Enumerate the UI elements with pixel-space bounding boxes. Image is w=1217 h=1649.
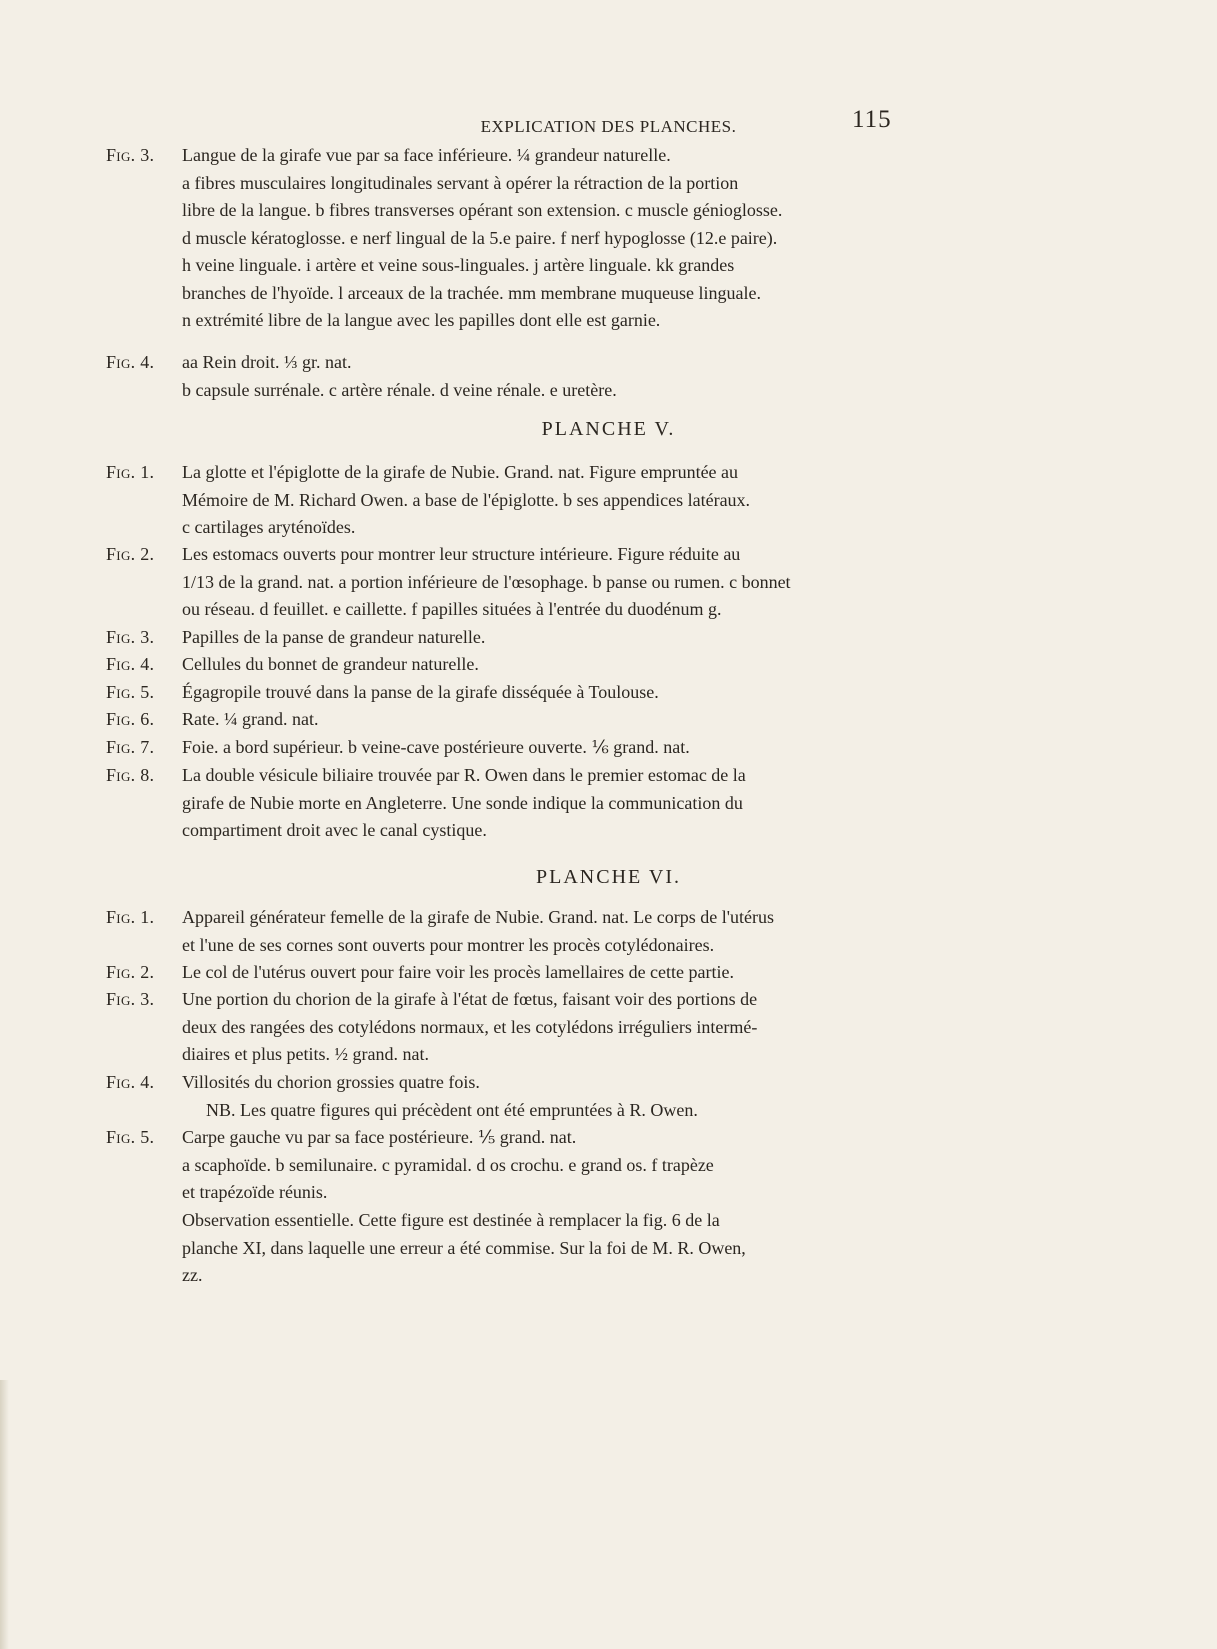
- text-line: planche XI, dans laquelle une erreur a été commise. Sur la foi de M. R. Owen,: [182, 1237, 746, 1258]
- text-line: Mémoire de M. Richard Owen. a base de l'épiglotte. b ses appendices latéraux.: [182, 489, 751, 510]
- text-line: Appareil générateur femelle de la girafe de Nubie. Grand. nat. Le corps de l'utérus: [182, 907, 774, 927]
- text-line: zz.: [182, 1265, 203, 1285]
- fig-label: Fig. 4.: [106, 1072, 155, 1092]
- text-line: Papilles de la panse de grandeur naturelle.: [182, 627, 486, 647]
- fig-label: Fig. 4.: [106, 352, 155, 372]
- text-line: et l'une de ses cornes sont ouverts pour montrer les procès cotylédonaires.: [182, 934, 715, 955]
- page-edge-shadow: [0, 1380, 9, 1649]
- fig-label: Fig. 5.: [106, 682, 155, 702]
- text-line: aa Rein droit. ⅓ gr. nat.: [182, 352, 352, 372]
- fig-label: Fig. 2.: [106, 962, 155, 982]
- text-line: Langue de la girafe vue par sa face inférieure. ¼ grandeur naturelle.: [182, 145, 671, 165]
- fig-label: Fig. 8.: [106, 765, 155, 785]
- text-line: ou réseau. d feuillet. e caillette. f papilles situées à l'entrée du duodénum g.: [182, 599, 722, 619]
- text-line: deux des rangées des cotylédons normaux, et les cotylédons irréguliers intermé-: [182, 1016, 758, 1037]
- fig-4-entry: [106, 349, 906, 404]
- text-line: a fibres musculaires longitudinales servant à opérer la rétraction de la portion: [182, 172, 739, 193]
- text-line: Cellules du bonnet de grandeur naturelle.: [182, 654, 479, 674]
- text-line: Carpe gauche vu par sa face postérieure. ⅕ grand. nat.: [182, 1127, 577, 1147]
- pl5-fig-1: [106, 459, 906, 542]
- text-line: 1/13 de la grand. nat. a portion inférieure de l'œsophage. b panse ou rumen. c bonnet: [182, 571, 791, 592]
- planche-v-heading: PLANCHE V.: [541, 418, 676, 440]
- fig-label: Fig. 1.: [106, 462, 155, 482]
- pl5-fig-2: [106, 541, 906, 624]
- running-head: EXPLICATION DES PLANCHES.: [480, 117, 737, 136]
- text-line: Les estomacs ouverts pour montrer leur structure intérieure. Figure réduite au: [182, 544, 741, 564]
- text-line: compartiment droit avec le canal cystique.: [182, 820, 487, 840]
- text-line: Rate. ¼ grand. nat.: [182, 709, 319, 729]
- text-line: a scaphoïde. b semilunaire. c pyramidal. d os crochu. e grand os. f trapèze: [182, 1154, 714, 1175]
- fig-label: Fig. 5.: [106, 1127, 155, 1147]
- text-line: b capsule surrénale. c artère rénale. d veine rénale. e uretère.: [182, 379, 617, 400]
- text-line: Foie. a bord supérieur. b veine-cave postérieure ouverte. ⅙ grand. nat.: [182, 737, 690, 757]
- pl5-fig-7: [106, 734, 906, 762]
- text-line: libre de la langue. b fibres transverses opérant son extension. c muscle génioglosse.: [182, 200, 783, 220]
- pl5-fig-6: [106, 706, 906, 734]
- text-line: Une portion du chorion de la girafe à l'état de fœtus, faisant voir des portions de: [182, 989, 758, 1009]
- text-line: et trapézoïde réunis.: [182, 1182, 328, 1202]
- text-line: girafe de Nubie morte en Angleterre. Une sonde indique la communication du: [182, 792, 743, 813]
- pl6-fig-2: [106, 959, 906, 987]
- text-line: diaires et plus petits. ½ grand. nat.: [182, 1044, 429, 1064]
- text-line: La glotte et l'épiglotte de la girafe de Nubie. Grand. nat. Figure empruntée au: [182, 462, 739, 482]
- text-line: Le col de l'utérus ouvert pour faire voir les procès lamellaires de cette partie.: [182, 962, 735, 982]
- text-line: Villosités du chorion grossies quatre fois.: [182, 1072, 480, 1092]
- pl6-fig-3: [106, 986, 906, 1069]
- text-line: n extrémité libre de la langue avec les papilles dont elle est garnie.: [182, 310, 661, 330]
- text-line: Observation essentielle. Cette figure est destinée à remplacer la fig. 6 de la: [182, 1210, 720, 1230]
- fig-label: Fig. 3.: [106, 989, 155, 1009]
- nb-note: [206, 1097, 930, 1125]
- nb-text: NB. Les quatre figures qui précèdent ont été empruntées à R. Owen.: [206, 1100, 698, 1120]
- planche-vi-heading: PLANCHE VI.: [536, 866, 681, 888]
- pl5-fig-5: [106, 679, 906, 707]
- fig-label: Fig. 7.: [106, 737, 155, 757]
- fig-label: Fig. 1.: [106, 907, 155, 927]
- observation-note: [182, 1207, 906, 1290]
- pl6-fig-5: [106, 1124, 906, 1207]
- fig-label: Fig. 2.: [106, 544, 155, 564]
- fig-label: Fig. 6.: [106, 709, 155, 729]
- fig-label: Fig. 3.: [106, 627, 155, 647]
- pl6-fig-4: [106, 1069, 906, 1097]
- text-line: branches de l'hyoïde. l arceaux de la trachée. mm membrane muqueuse linguale.: [182, 282, 762, 303]
- pl6-fig-1: [106, 904, 906, 959]
- fig-3-entry: [106, 142, 906, 335]
- pl5-fig-4: [106, 651, 906, 679]
- text-line: d muscle kératoglosse. e nerf lingual de la 5.e paire. f nerf hypoglosse (12.e paire).: [182, 227, 778, 248]
- text-line: La double vésicule biliaire trouvée par R. Owen dans le premier estomac de la: [182, 765, 746, 785]
- pl5-fig-3: [106, 624, 906, 652]
- fig-label: Fig. 4.: [106, 654, 155, 674]
- page-number: 115: [852, 106, 892, 133]
- fig-label: Fig. 3.: [106, 145, 155, 165]
- text-line: c cartilages aryténoïdes.: [182, 517, 356, 537]
- text-line: h veine linguale. i artère et veine sous-linguales. j artère linguale. kk grandes: [182, 255, 735, 275]
- text-line: Égagropile trouvé dans la panse de la girafe disséquée à Toulouse.: [182, 682, 659, 702]
- pl5-fig-8: [106, 762, 906, 845]
